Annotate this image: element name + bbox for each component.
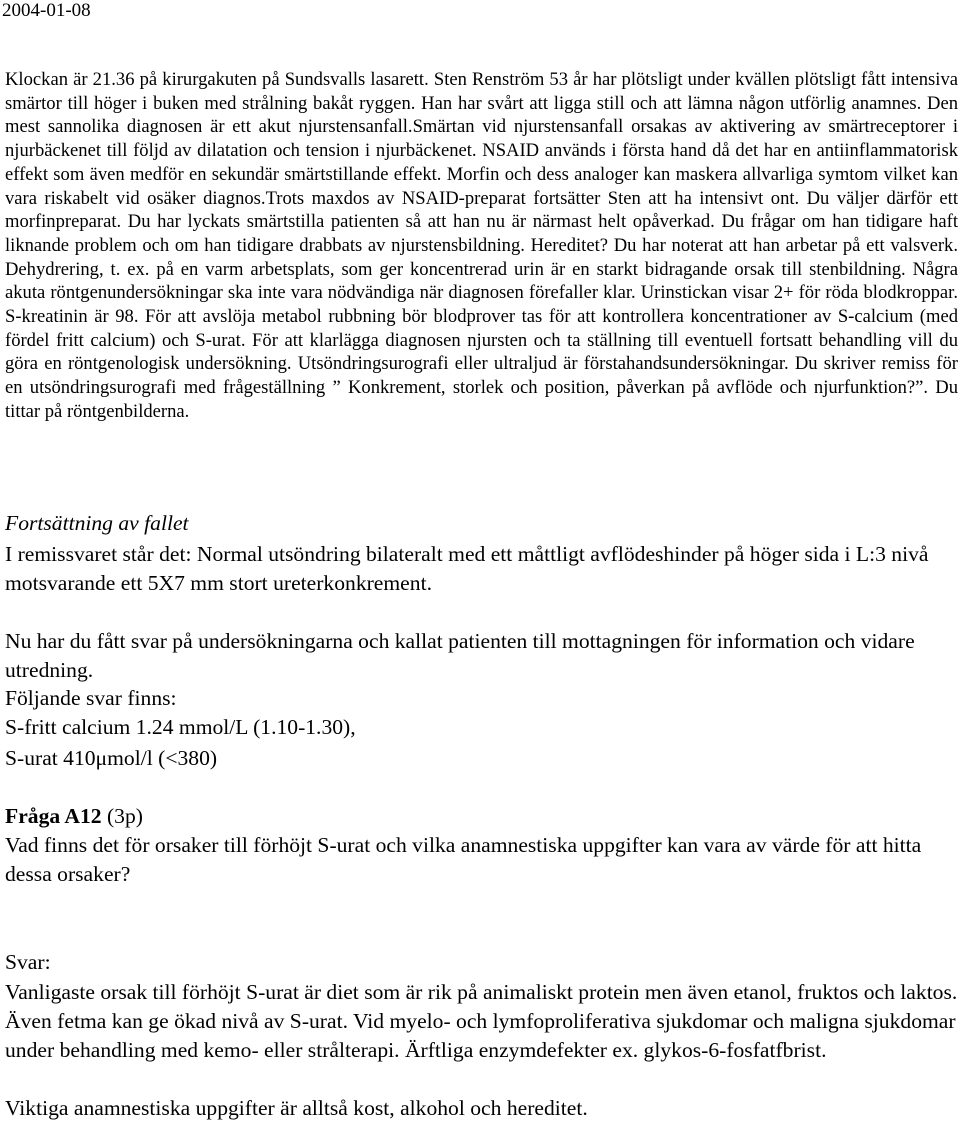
case-text-2: Smärtan vid njurstensanfall orsakas av aktivering av smärtreceptorer i njurbäckenet till följd av dilatation och tension i njurbäckenet. NSAID används i första hand då det har en antiinflammatorisk effekt som även medför en sekundär smärtstillande effekt. Morfin och dess analoger kan maskera allvarliga symtom vilket kan vara riskabelt vid osäker diagnos. — [5, 116, 958, 209]
document-date: 2004-01-08 — [2, 0, 91, 21]
answer-summary: Viktiga anamnestiska uppgifter är alltså kost, alkohol och hereditet. — [5, 1096, 588, 1120]
followup-text: Nu har du fått svar på undersökningarna och kallat patienten till mottagningen för information och vidare utredning. — [5, 629, 915, 682]
case-text-3: Trots maxdos av NSAID-preparat fortsätter Sten att ha intensivt ont. Du väljer därför ett morfinpreparat. Du har lyckats smärtstilla patienten så att han nu är närmast helt opåverkad. Du frågar om han tidigare haft liknande problem och om han tidigare drabbats av njurstensbildning. Hereditet? — [5, 187, 958, 256]
case-description — [5, 68, 958, 424]
case-text-1: Klockan är 21.36 på kirurgakuten på Sundsvalls lasarett. Sten Renström 53 år har plötsligt under kvällen plötsligt fått intensiva smärtor till höger i buken med strålning bakåt ryggen. Han har svårt att ligga still och att lämna någon utförlig anamnes. Den mest sannolika diagnosen är ett akut njurstensanfall. — [5, 69, 958, 138]
question-points: (3p) — [101, 804, 143, 828]
results-label: Följande svar finns: — [5, 686, 177, 710]
result-urat: S-urat 410μmol/l (<380) — [5, 746, 218, 770]
answer-label: Svar: — [5, 950, 51, 974]
answer-text: Vanligaste orsak till förhöjt S-urat är diet som är rik på animaliskt protein men även etanol, fruktos och laktos. Även fetma kan ge ökad nivå av S-urat. Vid myelo- och lymfoproliferativa sjukdomar och maligna sjukdomar under behandling med kemo- eller strålterapi. Ärftliga enzymdefekter ex. glykos-6-fosfatfbrist. — [5, 980, 958, 1062]
question-heading — [5, 802, 960, 831]
result-calcium: S-fritt calcium 1.24 mmol/L (1.10-1.30), — [5, 715, 356, 739]
question-label: Fråga A12 — [5, 804, 102, 828]
question-text: Vad finns det för orsaker till förhöjt S-urat och vilka anamnestiska uppgifter kan vara av värde för att hitta dessa orsaker? — [5, 833, 922, 886]
case-text-4: Du har noterat att han arbetar på ett valsverk. Dehydrering, t. ex. på en varm arbetsplats, som ger koncentrerad urin är en starkt bidragande orsak till stenbildning. Några akuta röntgenundersökningar ska inte vara nödvändiga när diagnosen förefaller klar. Urinstickan visar 2+ för röda blodkroppar. S-kreatinin är 98. För att avslöja metabol rubbning bör blodprover tas för att kontrollera koncentrationer av S-calcium (med fördel fritt calcium) och S-urat. För att klarlägga diagnosen njursten och ta ställning till eventuell fortsatt behandling vill du göra en röntgenologisk undersökning. Utsöndringsurografi eller ultraljud är förstahandsundersökningar. Du skriver remiss för en utsöndringsurografi med frågeställning ” Konkrement, storlek och position, påverkan på avflöde och njurfunktion?”. Du tittar på röntgenbilderna. — [5, 234, 958, 422]
remiss-answer: I remissvaret står det: Normal utsöndring bilateralt med ett måttligt avflödeshinder på höger sida i L:3 nivå motsvarande ett 5X7 mm stort ureterkonkrement. — [5, 542, 929, 595]
continuation-heading: Fortsättning av fallet — [5, 511, 189, 535]
